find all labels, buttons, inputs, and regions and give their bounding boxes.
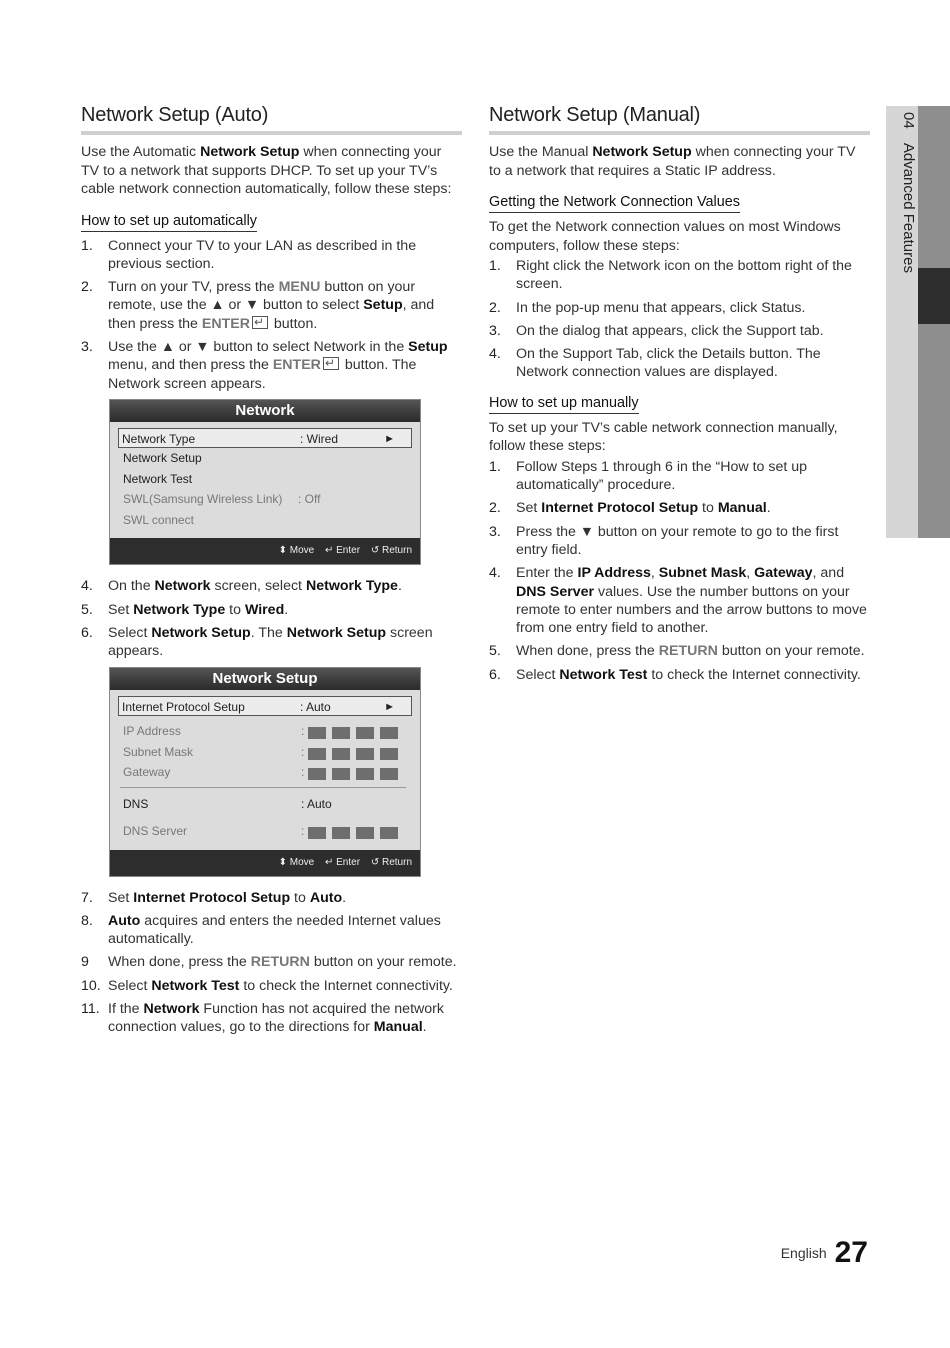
osd-network-setup-screen (109, 667, 421, 877)
osd-row-network-setup[interactable]: Network Setup (123, 451, 202, 466)
chapter-title: Advanced Features (900, 142, 917, 273)
list-item: 4. On the Network screen, select Network Type. (81, 578, 402, 595)
intro-auto: Use the Automatic Network Setup when connecting your TV to a network that supports DHCP. To set up your TV’s cable network connection automatically, follow these steps: (81, 144, 452, 197)
move-hint: ⬍ Move (278, 856, 315, 868)
steps-manual (489, 458, 870, 684)
osd-row-dns-server[interactable]: DNS Server : (120, 821, 412, 842)
list-item: 4. On the Support Tab, click the Details button. The Network connection values are displayed. (489, 346, 821, 381)
intro-manual: Use the Manual Network Setup when connecting your TV to a network that requires a Static IP address. (489, 144, 856, 179)
osd-footer (110, 850, 420, 876)
chapter-label (900, 112, 917, 273)
list-item: 3. On the dialog that appears, click the Support tab. (489, 322, 824, 339)
subheading-manual: How to set up manually (489, 395, 639, 414)
gateway-fields (308, 766, 404, 786)
list-item: 8. Auto acquires and enters the needed Internet values automatically. (81, 912, 441, 948)
steps-auto-3 (81, 889, 462, 1037)
list-item: 3. Use the ▲ or ▼ button to select Network in the Setup menu, and then press the ENTER↵ button. The Network screen appears. (81, 338, 462, 393)
arrow-right-icon: ► (384, 700, 395, 713)
chapter-number: 04 (900, 112, 917, 129)
list-item: 5. When done, press the RETURN button on your remote. (489, 643, 865, 660)
move-hint: ⬍ Move (278, 545, 315, 557)
osd-footer (110, 538, 420, 564)
osd-row-ip-setup[interactable]: Internet Protocol Setup : Auto ► (118, 696, 412, 717)
list-item: 9 When done, press the RETURN button on your remote. (81, 954, 457, 971)
osd-network-screen (109, 399, 421, 566)
list-item: 6. Select Network Test to check the Internet connectivity. (489, 666, 861, 683)
osd-title: Network (110, 400, 420, 422)
dns-fields (308, 825, 404, 845)
list-item: 5. Set Network Type to Wired. (81, 601, 289, 618)
osd-row-ip-address[interactable]: IP Address : (120, 721, 412, 742)
return-hint: ↺ Return (370, 856, 412, 868)
chapter-tab-marker (918, 268, 950, 324)
list-item: 10. Select Network Test to check the Internet connectivity. (81, 977, 453, 994)
osd-row-gateway[interactable]: Gateway : (120, 762, 412, 783)
steps-auto-2 (81, 577, 462, 660)
osd-divider (120, 787, 406, 788)
list-item: 2. Set Internet Protocol Setup to Manual. (489, 500, 771, 517)
list-item: 2. In the pop-up menu that appears, click Status. (489, 299, 806, 316)
steps-connection-values (489, 257, 870, 382)
connection-values-intro: To get the Network connection values on most Windows computers, follow these steps: (489, 219, 841, 254)
manual-intro: To set up your TV’s cable network connection manually, follow these steps: (489, 419, 838, 455)
osd-row-swl-connect[interactable]: SWL connect (123, 512, 194, 527)
osd-row-swl[interactable]: SWL(Samsung Wireless Link) : Off (123, 492, 321, 507)
enter-icon (323, 357, 339, 370)
steps-auto-1 (81, 237, 462, 393)
list-item: 11. If the Network Function has not acquired the network connection values, go to the directions for Manual. (81, 1001, 444, 1036)
list-item: 4. Enter the IP Address, Subnet Mask, Gateway, and DNS Server values. Use the number buttons on your remote to enter numbers and the arrow buttons to move from one entry field to another. (489, 565, 867, 637)
list-item: 6. Select Network Setup. The Network Setup screen appears. (81, 624, 433, 660)
subheading-auto: How to set up automatically (81, 213, 257, 232)
enter-hint: ↵ Enter (324, 545, 361, 557)
arrow-right-icon: ► (384, 432, 395, 445)
osd-row-dns[interactable]: DNS : Auto (123, 796, 332, 811)
enter-hint: ↵ Enter (324, 856, 361, 868)
list-item: 2. Turn on your TV, press the MENU button on your remote, use the ▲ or ▼ button to select Setup, and then press the ENTER↵ button. (81, 278, 462, 333)
osd-row-network-type[interactable]: Network Type : Wired ► (118, 428, 412, 449)
left-column (81, 104, 462, 1042)
return-hint: ↺ Return (370, 545, 412, 557)
section-heading-auto: Network Setup (Auto) (81, 104, 462, 135)
list-item: 3. Press the ▼ button on your remote to go to the first entry field. (489, 523, 839, 558)
subheading-connection-values: Getting the Network Connection Values (489, 194, 740, 213)
list-item: 1. Connect your TV to your LAN as described in the previous section. (81, 237, 417, 272)
page-footer (781, 1236, 868, 1270)
list-item: 1. Right click the Network icon on the bottom right of the screen. (489, 258, 852, 293)
section-heading-manual: Network Setup (Manual) (489, 104, 870, 135)
list-item: 7. Set Internet Protocol Setup to Auto. (81, 889, 347, 906)
right-column (489, 104, 870, 689)
osd-row-subnet-mask[interactable]: Subnet Mask : (120, 742, 412, 763)
page-number: 27 (834, 1236, 868, 1269)
osd-row-network-test[interactable]: Network Test (123, 471, 193, 486)
list-item: 1. Follow Steps 1 through 6 in the “How to set up automatically” procedure. (489, 458, 808, 494)
osd-title: Network Setup (110, 668, 420, 690)
enter-icon (252, 316, 268, 329)
language-label: English (780, 1245, 827, 1261)
